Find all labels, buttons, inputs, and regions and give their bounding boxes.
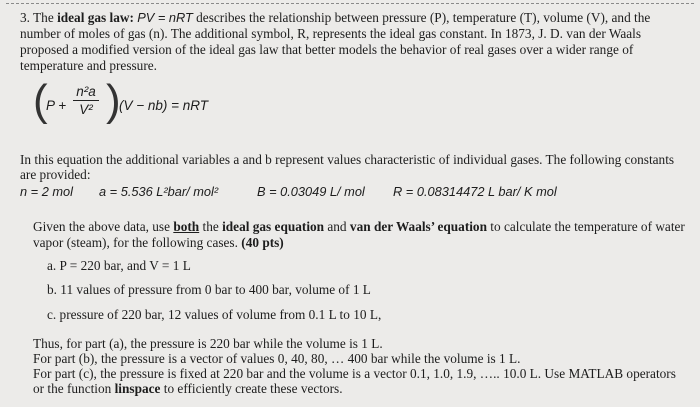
explanation-line-4 [33, 381, 343, 397]
case-item-b: b. 11 values of pressure from 0 bar to 400 bar, volume of 1 L [47, 282, 371, 297]
fraction-denominator: V² [79, 102, 93, 117]
constant-n: n = 2 mol [20, 184, 73, 199]
van-der-waals-label: van der Waals’ equation [349, 219, 487, 234]
text-segment: and [324, 219, 350, 234]
formula-fraction [72, 83, 100, 118]
ideal-gas-equation-label: ideal gas equation [222, 219, 325, 234]
fraction-numerator: n²a [76, 84, 96, 99]
task-line-1 [33, 219, 685, 235]
constants-intro-line-2: are provided: [20, 167, 91, 182]
text-segment: 3. The [20, 10, 58, 25]
text-segment: vapor (steam), for the following cases. [33, 235, 242, 250]
explanation-line-3: For part (c), the pressure is fixed at 220 bar and the volume is a vector 0.1, 1.0, 1.9, ….. 10.0 L. Use MATLAB operators [33, 366, 676, 381]
case-item-c: c. pressure of 220 bar, 12 values of volume from 0.1 L to 10 L, [47, 307, 382, 322]
text-segment: to efficiently create these vectors. [160, 381, 343, 396]
text-segment: Given the above data, use [33, 219, 174, 234]
question-intro-line-1 [20, 10, 650, 26]
task-line-2 [33, 235, 284, 251]
question-intro-line-3: proposed a modified version of the ideal gas law that better models the behavior of real gases over a wider range of [20, 42, 634, 57]
text-segment: to calculate the temperature of water [486, 219, 685, 234]
ideal-gas-law-label: ideal gas law: [57, 10, 134, 25]
van-der-waals-equation [33, 76, 273, 131]
case-item-a: a. P = 220 bar, and V = 1 L [47, 258, 191, 273]
formula-p-plus: P + [46, 98, 67, 113]
constant-r: R = 0.08314472 L bar/ K mol [393, 184, 557, 199]
linspace-function-label: linspace [114, 381, 161, 396]
constant-b: B = 0.03049 L/ mol [257, 184, 365, 199]
formula-remainder: (V − nb) = nRT [119, 98, 209, 113]
right-parenthesis: ) [106, 76, 121, 125]
text-segment: or the function [33, 381, 115, 396]
text-segment: describes the relationship between pressure (P), temperature (T), volume (V), and the [192, 10, 651, 25]
explanation-line-2: For part (b), the pressure is a vector of values 0, 40, 80, … 400 bar while the volume is 1 L. [33, 351, 521, 366]
question-intro-line-2: number of moles of gas (n). The additional symbol, R, represents the ideal gas constant. In 1873, J. D. van der Waals [20, 26, 642, 41]
question-intro-line-4: temperature and pressure. [20, 58, 157, 73]
ideal-gas-equation: PV = nRT [137, 10, 193, 25]
left-parenthesis: ( [33, 76, 48, 125]
explanation-line-1: Thus, for part (a), the pressure is 220 bar while the volume is 1 L. [33, 336, 383, 351]
constant-a: a = 5.536 L²bar/ mol² [99, 184, 219, 199]
constants-intro-line-1: In this equation the additional variables a and b represent values characteristic of individual gases. The following constants [20, 152, 675, 167]
text-segment: the [199, 219, 223, 234]
both-emphasis: both [173, 219, 200, 234]
points-label: (40 pts) [241, 235, 284, 250]
